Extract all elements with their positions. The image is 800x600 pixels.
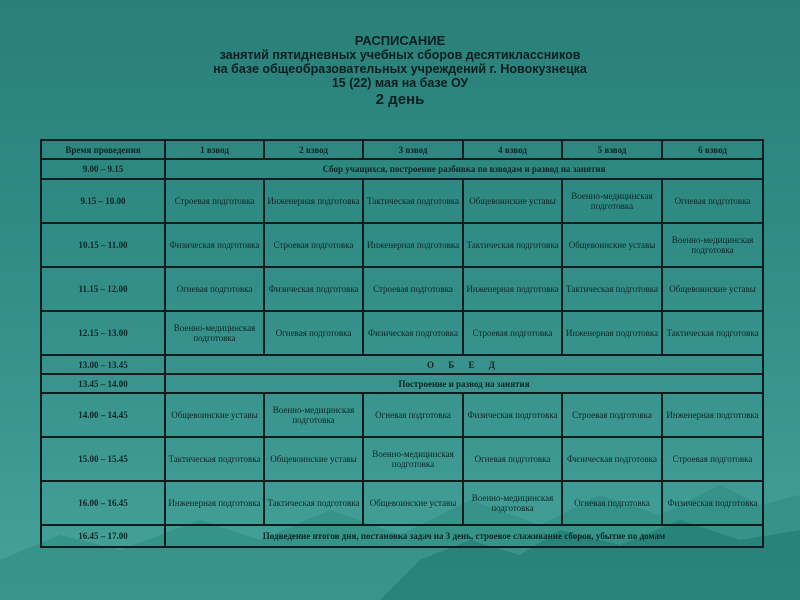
table-row [41,481,763,525]
activity-cell: Общевоинские уставы [363,481,463,525]
schedule-table [40,139,764,548]
activity-cell: Военно-медицинская подготовка [662,223,763,267]
activity-cell: Огневая подготовка [662,179,763,223]
activity-cell: Общевоинские уставы [463,179,562,223]
activity-cell: Общевоинские уставы [264,437,363,481]
activity-cell: Физическая подготовка [562,437,662,481]
activity-cell: Военно-медицинская подготовка [264,393,363,437]
table-row [41,311,763,355]
activity-cell: Строевая подготовка [264,223,363,267]
schedule-date: 15 (22) мая на базе ОУ [331,76,469,90]
time-cell: 16.45 – 17.00 [41,525,165,547]
activity-cell: Тактическая подготовка [562,267,662,311]
column-header-platoon-4: 4 взвод [463,140,562,159]
activity-cell: Огневая подготовка [562,481,662,525]
activity-cell: Строевая подготовка [463,311,562,355]
schedule-subtitle-2: на базе общеобразовательных учреждений г. Новокузнецка [213,62,587,76]
activity-cell: Огневая подготовка [264,311,363,355]
time-cell: 11.15 – 12.00 [41,267,165,311]
activity-cell: Общевоинские уставы [562,223,662,267]
activity-cell: Физическая подготовка [363,311,463,355]
time-cell: 16.00 – 16.45 [41,481,165,525]
table-row [41,179,763,223]
activity-cell: Инженерная подготовка [363,223,463,267]
column-header-time: Время проведения [41,140,165,159]
merged-activity-cell: О Б Е Д [165,355,763,374]
activity-cell: Тактическая подготовка [363,179,463,223]
activity-cell: Физическая подготовка [165,223,264,267]
activity-cell: Тактическая подготовка [463,223,562,267]
table-row [41,159,763,179]
schedule-subtitle-1: занятий пятидневных учебных сборов десятиклассников [219,48,581,62]
column-header-platoon-3: 3 взвод [363,140,463,159]
table-row [41,374,763,393]
schedule-title: РАСПИСАНИЕ [354,33,446,48]
activity-cell: Военно-медицинская подготовка [463,481,562,525]
merged-activity-cell: Сбор учащихся, построение разбивка по взводам и развод на занятия [165,159,763,179]
activity-cell: Физическая подготовка [662,481,763,525]
activity-cell: Строевая подготовка [165,179,264,223]
column-header-platoon-1: 1 взвод [165,140,264,159]
activity-cell: Инженерная подготовка [264,179,363,223]
table-row [41,437,763,481]
column-header-platoon-2: 2 взвод [264,140,363,159]
table-header-row [41,140,763,159]
time-cell: 9.00 – 9.15 [41,159,165,179]
table-row [41,525,763,547]
merged-activity-cell: Подведение итогов дня, постановка задач на 3 день, строевое слаживание сборов, убытие по домам [165,525,763,547]
activity-cell: Военно-медицинская подготовка [165,311,264,355]
activity-cell: Физическая подготовка [264,267,363,311]
time-cell: 12.15 – 13.00 [41,311,165,355]
time-cell: 9.15 – 10.00 [41,179,165,223]
schedule-header [0,34,800,109]
table-row [41,267,763,311]
column-header-platoon-6: 6 взвод [662,140,763,159]
activity-cell: Инженерная подготовка [165,481,264,525]
activity-cell: Огневая подготовка [463,437,562,481]
schedule-day: 2 день [375,91,425,108]
time-cell: 13.45 – 14.00 [41,374,165,393]
table-row [41,223,763,267]
activity-cell: Строевая подготовка [662,437,763,481]
activity-cell: Физическая подготовка [463,393,562,437]
activity-cell: Инженерная подготовка [463,267,562,311]
activity-cell: Инженерная подготовка [562,311,662,355]
activity-cell: Огневая подготовка [165,267,264,311]
activity-cell: Общевоинские уставы [662,267,763,311]
time-cell: 15.00 – 15.45 [41,437,165,481]
activity-cell: Огневая подготовка [363,393,463,437]
table-row [41,355,763,374]
activity-cell: Строевая подготовка [363,267,463,311]
activity-cell: Военно-медицинская подготовка [562,179,662,223]
activity-cell: Тактическая подготовка [165,437,264,481]
activity-cell: Общевоинские уставы [165,393,264,437]
time-cell: 14.00 – 14.45 [41,393,165,437]
activity-cell: Тактическая подготовка [264,481,363,525]
activity-cell: Военно-медицинская подготовка [363,437,463,481]
activity-cell: Тактическая подготовка [662,311,763,355]
merged-activity-cell: Построение и развод на занятия [165,374,763,393]
time-cell: 10.15 – 11.00 [41,223,165,267]
time-cell: 13.00 – 13.45 [41,355,165,374]
activity-cell: Строевая подготовка [562,393,662,437]
table-row [41,393,763,437]
column-header-platoon-5: 5 взвод [562,140,662,159]
activity-cell: Инженерная подготовка [662,393,763,437]
